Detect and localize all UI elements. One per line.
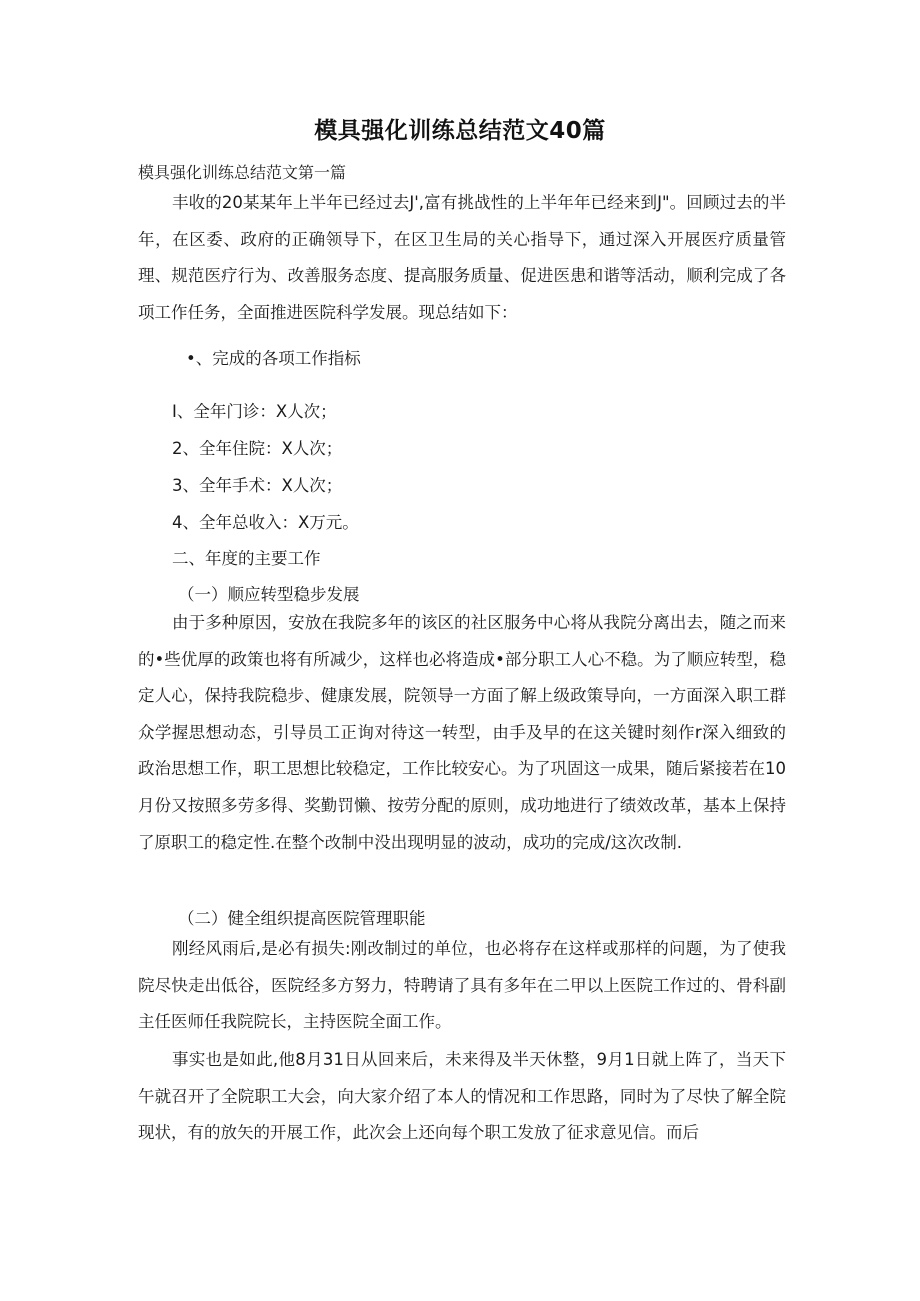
subsection1-heading: （一）顺应转型稳步发展 (178, 585, 360, 604)
list-item: 4、全年总收入：X万元。 (172, 513, 359, 532)
list-item: 3、全年手术：X人次； (172, 476, 343, 495)
subsection2-body: 刚经风雨后,是必有损失:刚改制过的单位，也必将存在这样或那样的问题，为了使我院尽快走出低谷，医院经多方努力，特聘请了具有多年在二甲以上医院工作过的、骨科副主任医师任我院院长，主持医院全面工作。 (138, 939, 786, 1032)
intro-paragraph: 丰收的20某某年上半年已经过去J',富有挑战性的上半年年已经来到J"。回顾过去的半年，在区委、政府的正确领导下，在区卫生局的关心指导下，通过深入开展医疗质量管理、规范医疗行为、改善服务态度、提高服务质量、促进医患和谐等活动，顺利完成了各项工作任务，全面推进医院科学发展。现总结如下： (138, 193, 786, 322)
document-title: 模具强化训练总结范文40篇 (314, 118, 606, 144)
list-item: 2、全年住院：X人次； (172, 439, 343, 458)
subsection2-heading: （二）健全组织提高医院管理职能 (178, 909, 426, 928)
section2-heading: 二、年度的主要工作 (172, 549, 321, 568)
closing-paragraph: 事实也是如此,他8月31日从回来后，未来得及半天休整，9月1日就上阵了，当天下午就召开了全院职工大会，向大家介绍了本人的情况和工作思路，同时为了尽快了解全院现状，有的放矢的开展工作，此次会上还向每个职工发放了征求意见信。而后 (138, 1050, 786, 1143)
list-item: I、全年门诊：X人次； (172, 402, 337, 421)
subsection1-body: 由于多种原因，安放在我院多年的该区的社区服务中心将从我院分离出去，随之而来的•些优厚的政策也将有所减少，这样也必将造成•部分职工人心不稳。为了顺应转型，稳定人心，保持我院稳步、健康发展，院领导一方面了解上级政策导向，一方面深入职工群众学握思想动态，引导员工正询对待这一转型，由手及早的在这关键时刻作r深入细致的政治思想工作，职工思想比较稳定，工作比较安心。为了巩固这一成果，随后紧接若在10月份又按照多劳多得、奖勤罚懒、按劳分配的原则，成功地进行了绩效改革，基本上保持了原职工的稳定性.在整个改制中没出现明显的波动，成功的完成/这次改制. (138, 613, 786, 852)
document-subtitle: 模具强化训练总结范文第一篇 (138, 163, 347, 182)
section1-heading: •、完成的各项工作指标 (186, 349, 361, 368)
